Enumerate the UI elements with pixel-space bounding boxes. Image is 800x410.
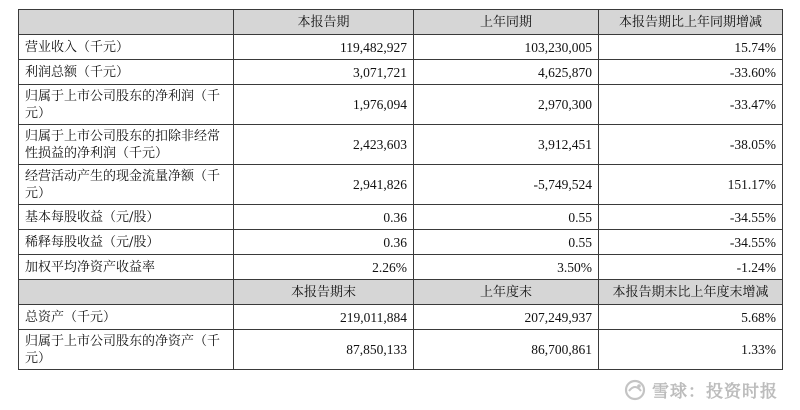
header-row-period-end (19, 280, 783, 305)
row-label: 归属于上市公司股东的净资产（千元） (19, 330, 234, 370)
prior-value: 2,970,300 (414, 85, 599, 125)
table-row-revenue (19, 35, 783, 60)
snowball-logo-icon (624, 379, 646, 401)
snowball-watermark (624, 377, 778, 402)
change-value: -34.55% (599, 230, 783, 255)
current-value: 2,423,603 (234, 125, 414, 165)
header-row-period (19, 10, 783, 35)
prior-value: 3.50% (414, 255, 599, 280)
current-value: 2,941,826 (234, 165, 414, 205)
prior-value: 4,625,870 (414, 60, 599, 85)
current-value: 119,482,927 (234, 35, 414, 60)
current-value: 0.36 (234, 230, 414, 255)
table-row-net-profit (19, 85, 783, 125)
header-change-period-end: 本报告期末比上年度末增减 (599, 280, 783, 305)
row-label: 加权平均净资产收益率 (19, 255, 234, 280)
change-value: -1.24% (599, 255, 783, 280)
row-label: 稀释每股收益（元/股） (19, 230, 234, 255)
row-label: 经营活动产生的现金流量净额（千元） (19, 165, 234, 205)
financial-summary-table (18, 9, 783, 370)
change-value: -33.60% (599, 60, 783, 85)
current-value: 0.36 (234, 205, 414, 230)
current-value: 1,976,094 (234, 85, 414, 125)
current-value: 2.26% (234, 255, 414, 280)
row-label: 归属于上市公司股东的净利润（千元） (19, 85, 234, 125)
header-current-period: 本报告期 (234, 10, 414, 35)
current-value: 219,011,884 (234, 305, 414, 330)
current-value: 87,850,133 (234, 330, 414, 370)
row-label: 基本每股收益（元/股） (19, 205, 234, 230)
header-change-period: 本报告期比上年同期增减 (599, 10, 783, 35)
table-row-total-assets (19, 305, 783, 330)
header-blank-cell (19, 10, 234, 35)
prior-value: 207,249,937 (414, 305, 599, 330)
current-value: 3,071,721 (234, 60, 414, 85)
table-row-basic-eps (19, 205, 783, 230)
table-row-net-assets (19, 330, 783, 370)
row-label: 总资产（千元） (19, 305, 234, 330)
header-current-period-end: 本报告期末 (234, 280, 414, 305)
change-value: 1.33% (599, 330, 783, 370)
table-row-roe (19, 255, 783, 280)
change-value: -38.05% (599, 125, 783, 165)
prior-value: 0.55 (414, 205, 599, 230)
table-row-diluted-eps (19, 230, 783, 255)
header-blank-cell (19, 280, 234, 305)
prior-value: 3,912,451 (414, 125, 599, 165)
header-prior-period: 上年同期 (414, 10, 599, 35)
prior-value: 0.55 (414, 230, 599, 255)
row-label: 归属于上市公司股东的扣除非经常性损益的净利润（千元） (19, 125, 234, 165)
change-value: 151.17% (599, 165, 783, 205)
table-row-operating-cash-flow (19, 165, 783, 205)
change-value: -33.47% (599, 85, 783, 125)
row-label: 营业收入（千元） (19, 35, 234, 60)
prior-value: -5,749,524 (414, 165, 599, 205)
change-value: 5.68% (599, 305, 783, 330)
table-row-total-profit (19, 60, 783, 85)
watermark-text: 雪球：投资时报 (652, 382, 778, 402)
prior-value: 86,700,861 (414, 330, 599, 370)
table-row-adjusted-net-profit (19, 125, 783, 165)
row-label: 利润总额（千元） (19, 60, 234, 85)
change-value: -34.55% (599, 205, 783, 230)
prior-value: 103,230,005 (414, 35, 599, 60)
change-value: 15.74% (599, 35, 783, 60)
header-prior-year-end: 上年度末 (414, 280, 599, 305)
